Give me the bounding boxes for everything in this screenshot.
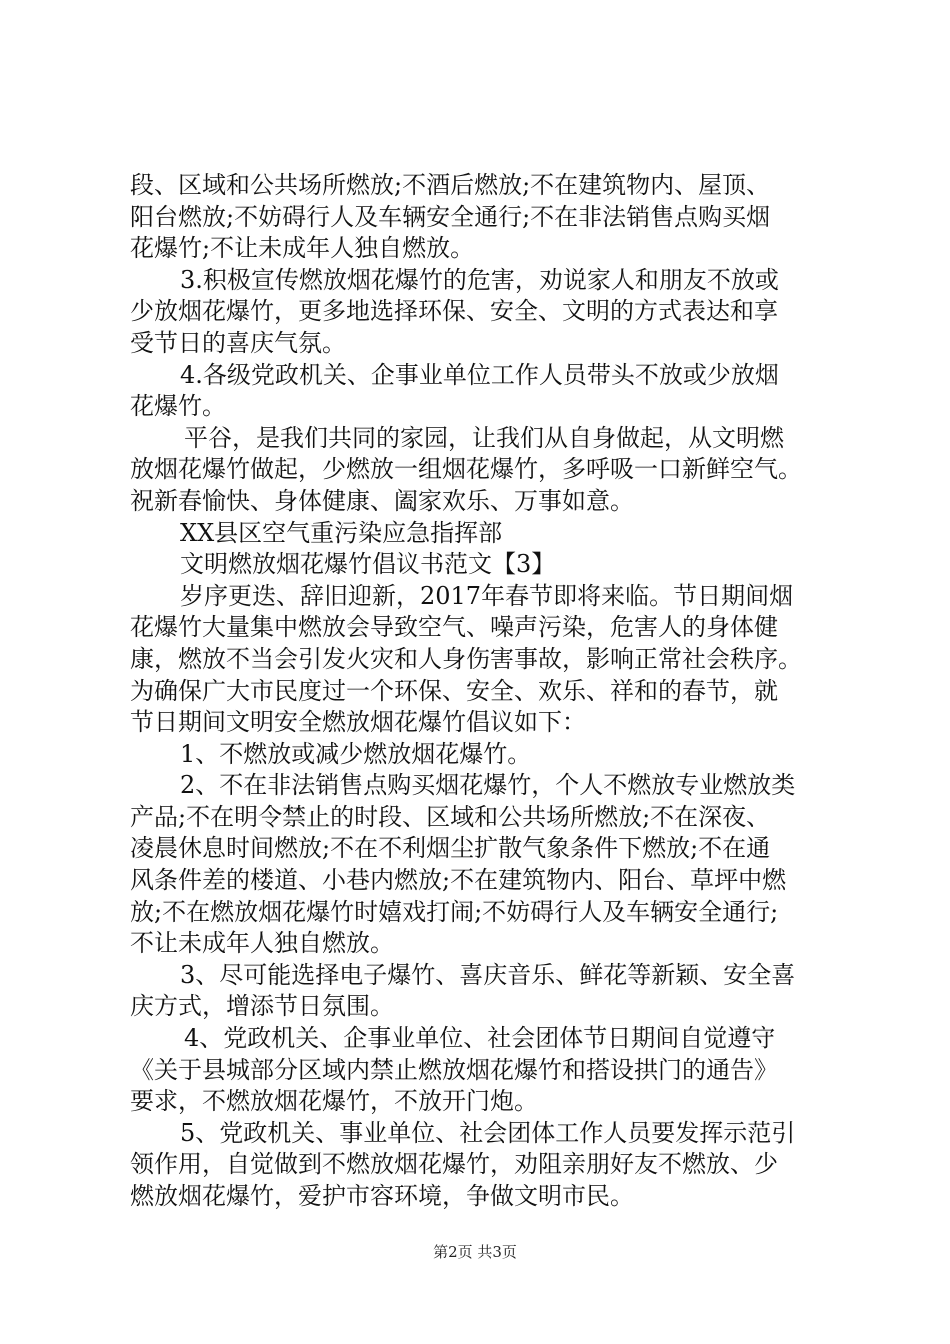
text-line: 1、不燃放或减少燃放烟花爆竹。 [180, 739, 532, 768]
text-line: 凌晨休息时间燃放;不在不利烟尘扩散气象条件下燃放;不在通 [130, 834, 771, 863]
page-number: 第2页 共3页 [433, 1243, 517, 1261]
text-line: 康，燃放不当会引发火灾和人身伤害事故，影响正常社会秩序。 [130, 644, 802, 673]
text-line: 3、尽可能选择电子爆竹、喜庆音乐、鲜花等新颖、安全喜 [180, 960, 796, 989]
text-line: 花爆竹大量集中燃放会导致空气、噪声污染，危害人的身体健 [130, 613, 778, 642]
signature-line: XX县区空气重污染应急指挥部 [180, 518, 503, 547]
text-line: 不让未成年人独自燃放。 [130, 929, 394, 958]
text-line: 领作用，自觉做到不燃放烟花爆竹，劝阻亲朋好友不燃放、少 [130, 1150, 778, 1179]
text-line: 平谷，是我们共同的家园，让我们从自身做起，从文明燃 [184, 423, 784, 452]
text-line: 少放烟花爆竹，更多地选择环保、安全、文明的方式表达和享 [130, 297, 778, 326]
text-line: 受节日的喜庆气氛。 [130, 328, 346, 357]
text-line: 放烟花爆竹做起，少燃放一组烟花爆竹，多呼吸一口新鲜空气。 [130, 455, 802, 484]
text-line: 花爆竹;不让未成年人独自燃放。 [130, 234, 475, 263]
text-line: 段、区域和公共场所燃放;不酒后燃放;不在建筑物内、屋顶、 [130, 171, 771, 199]
text-line: 为确保广大市民度过一个环保、安全、欢乐、祥和的春节，就 [130, 676, 778, 705]
text-line: 4、党政机关、企事业单位、社会团体节日期间自觉遵守 [184, 1024, 776, 1053]
text-line: 4.各级党政机关、企事业单位工作人员带头不放或少放烟 [180, 360, 779, 389]
text-line: 燃放烟花爆竹，爱护市容环境，争做文明市民。 [130, 1182, 634, 1210]
text-line: 花爆竹。 [130, 392, 226, 421]
text-line: 风条件差的楼道、小巷内燃放;不在建筑物内、阳台、草坪中燃 [130, 866, 787, 895]
text-line: 《关于县城部分区域内禁止燃放烟花爆竹和搭设拱门的通告》 [130, 1055, 778, 1084]
text-line: 庆方式，增添节日氛围。 [130, 992, 394, 1021]
text-line: 节日期间文明安全燃放烟花爆竹倡议如下： [130, 708, 586, 737]
text-line: 2、不在非法销售点购买烟花爆竹，个人不燃放专业燃放类 [180, 771, 796, 800]
text-line: 阳台燃放;不妨碍行人及车辆安全通行;不在非法销售点购买烟 [130, 202, 771, 231]
text-line: 岁序更迭、辞旧迎新，2017年春节即将来临。节日期间烟 [180, 581, 794, 610]
text-line: 祝新春愉快、身体健康、阖家欢乐、万事如意。 [130, 486, 634, 515]
text-line: 要求，不燃放烟花爆竹，不放开门炮。 [130, 1087, 538, 1116]
text-line: 放;不在燃放烟花爆竹时嬉戏打闹;不妨碍行人及车辆安全通行; [130, 897, 779, 926]
section-title: 文明燃放烟花爆竹倡议书范文【3】 [180, 550, 556, 579]
text-line: 产品;不在明令禁止的时段、区域和公共场所燃放;不在深夜、 [130, 802, 771, 831]
text-line: 5、党政机关、事业单位、社会团体工作人员要发挥示范引 [180, 1118, 796, 1147]
document-body [130, 170, 830, 1213]
page-footer [0, 1242, 950, 1262]
text-line: 3.积极宣传燃放烟花爆竹的危害，劝说家人和朋友不放或 [180, 265, 779, 294]
